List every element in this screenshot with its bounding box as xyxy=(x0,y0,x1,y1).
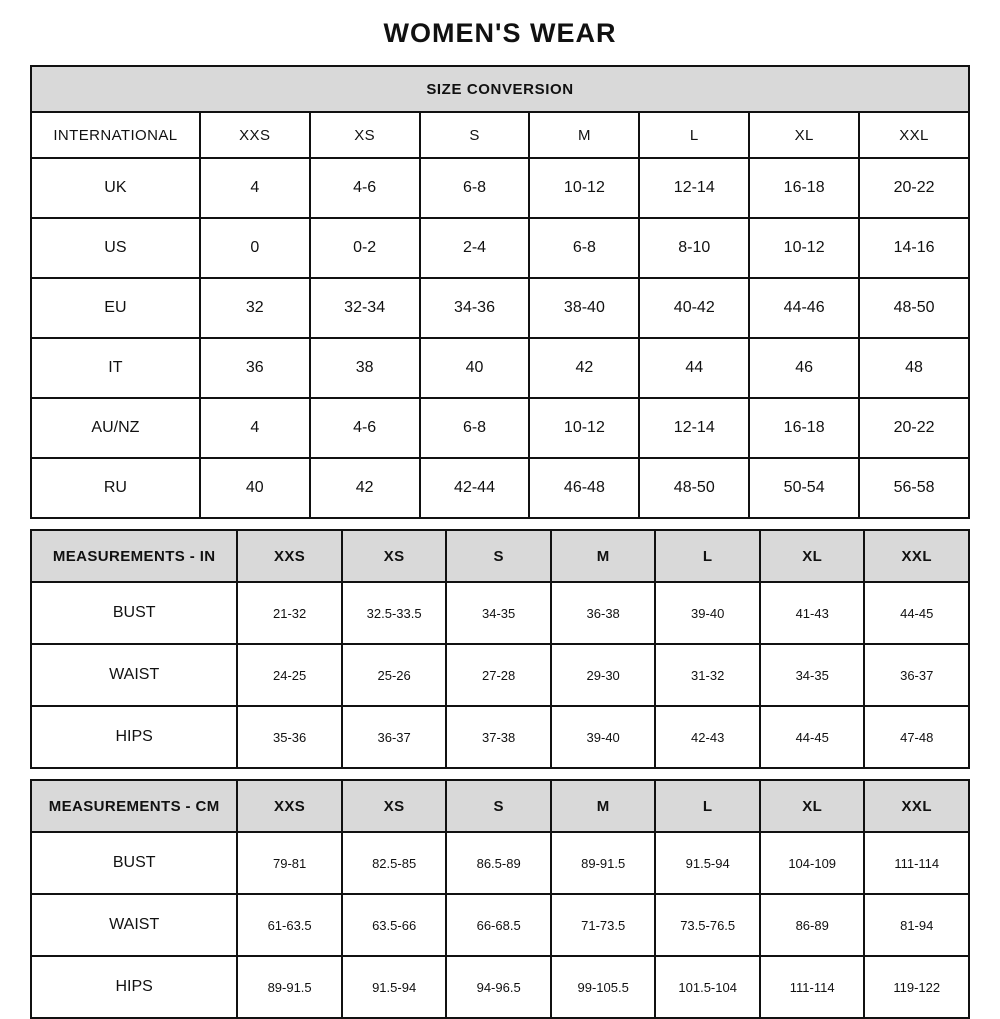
table-cell: 4-6 xyxy=(310,158,420,218)
column-header: S xyxy=(446,780,551,832)
table-cell: 4 xyxy=(200,158,310,218)
table-cell: 27-28 xyxy=(446,644,551,706)
table-cell: 35-36 xyxy=(237,706,342,768)
table-cell: 0 xyxy=(200,218,310,278)
table-cell: 10-12 xyxy=(529,398,639,458)
table-cell: 82.5-85 xyxy=(342,832,447,894)
table-cell: 38-40 xyxy=(529,278,639,338)
row-label: IT xyxy=(31,338,200,398)
table-cell: 32 xyxy=(200,278,310,338)
row-label: HIPS xyxy=(31,706,237,768)
table-cell: 0-2 xyxy=(310,218,420,278)
table-header-row xyxy=(31,530,969,582)
table-cell: 29-30 xyxy=(551,644,656,706)
page-title: WOMEN'S WEAR xyxy=(383,18,617,48)
column-header: XS xyxy=(310,112,420,158)
table-cell: 48-50 xyxy=(859,278,969,338)
row-label: RU xyxy=(31,458,200,518)
table-cell: 21-32 xyxy=(237,582,342,644)
table-cell: 36-38 xyxy=(551,582,656,644)
table-cell: 46 xyxy=(749,338,859,398)
table-cell: 42-44 xyxy=(420,458,530,518)
table-cell: 56-58 xyxy=(859,458,969,518)
table-cell: 36-37 xyxy=(864,644,969,706)
table-row xyxy=(31,582,969,644)
table-cell: 6-8 xyxy=(529,218,639,278)
measurements-cm-title: MEASUREMENTS - CM xyxy=(31,780,237,832)
table-cell: 4-6 xyxy=(310,398,420,458)
table-cell: 44-46 xyxy=(749,278,859,338)
table-row xyxy=(31,158,969,218)
column-header: XXS xyxy=(237,530,342,582)
table-row xyxy=(31,832,969,894)
column-header: S xyxy=(420,112,530,158)
table-cell: 79-81 xyxy=(237,832,342,894)
table-row xyxy=(31,706,969,768)
size-conversion-table xyxy=(30,65,970,519)
column-header: XXL xyxy=(859,112,969,158)
table-row xyxy=(31,278,969,338)
table-cell: 2-4 xyxy=(420,218,530,278)
table-cell: 111-114 xyxy=(760,956,865,1018)
table-cell: 39-40 xyxy=(551,706,656,768)
column-header: XS xyxy=(342,530,447,582)
table-cell: 4 xyxy=(200,398,310,458)
table-cell: 16-18 xyxy=(749,398,859,458)
table-cell: 12-14 xyxy=(639,398,749,458)
table-cell: 44-45 xyxy=(760,706,865,768)
table-cell: 104-109 xyxy=(760,832,865,894)
table-row xyxy=(31,338,969,398)
row-label: WAIST xyxy=(31,894,237,956)
column-header: L xyxy=(655,780,760,832)
table-row xyxy=(31,398,969,458)
table-cell: 46-48 xyxy=(529,458,639,518)
table-cell: 16-18 xyxy=(749,158,859,218)
table-row xyxy=(31,894,969,956)
table-cell: 38 xyxy=(310,338,420,398)
table-cell: 32.5-33.5 xyxy=(342,582,447,644)
column-header: XXL xyxy=(864,780,969,832)
table-row xyxy=(31,458,969,518)
column-header: XL xyxy=(760,780,865,832)
table-cell: 40 xyxy=(420,338,530,398)
table-cell: 91.5-94 xyxy=(342,956,447,1018)
table-caption-row xyxy=(31,66,969,112)
column-header: L xyxy=(655,530,760,582)
measurements-in-table xyxy=(30,529,970,769)
table-cell: 91.5-94 xyxy=(655,832,760,894)
column-header: S xyxy=(446,530,551,582)
table-row xyxy=(31,644,969,706)
column-header: M xyxy=(551,780,656,832)
table-cell: 8-10 xyxy=(639,218,749,278)
table-cell: 73.5-76.5 xyxy=(655,894,760,956)
table-cell: 42 xyxy=(529,338,639,398)
table-cell: 20-22 xyxy=(859,398,969,458)
table-cell: 81-94 xyxy=(864,894,969,956)
table-row xyxy=(31,218,969,278)
table-cell: 61-63.5 xyxy=(237,894,342,956)
row-label: WAIST xyxy=(31,644,237,706)
table-cell: 40-42 xyxy=(639,278,749,338)
column-header: L xyxy=(639,112,749,158)
row-label: EU xyxy=(31,278,200,338)
table-cell: 37-38 xyxy=(446,706,551,768)
table-cell: 36-37 xyxy=(342,706,447,768)
table-cell: 10-12 xyxy=(749,218,859,278)
table-cell: 99-105.5 xyxy=(551,956,656,1018)
table-row xyxy=(31,956,969,1018)
table-cell: 12-14 xyxy=(639,158,749,218)
table-cell: 50-54 xyxy=(749,458,859,518)
table-cell: 14-16 xyxy=(859,218,969,278)
table-cell: 25-26 xyxy=(342,644,447,706)
measurements-cm-table xyxy=(30,779,970,1019)
table-cell: 32-34 xyxy=(310,278,420,338)
table-cell: 34-35 xyxy=(446,582,551,644)
table-cell: 36 xyxy=(200,338,310,398)
size-conversion-title: SIZE CONVERSION xyxy=(31,66,969,112)
table-cell: 34-35 xyxy=(760,644,865,706)
table-cell: 31-32 xyxy=(655,644,760,706)
table-cell: 48-50 xyxy=(639,458,749,518)
table-cell: 20-22 xyxy=(859,158,969,218)
table-cell: 6-8 xyxy=(420,158,530,218)
table-cell: 39-40 xyxy=(655,582,760,644)
table-cell: 41-43 xyxy=(760,582,865,644)
column-header: XL xyxy=(749,112,859,158)
table-cell: 89-91.5 xyxy=(237,956,342,1018)
row-label: BUST xyxy=(31,832,237,894)
row-label: HIPS xyxy=(31,956,237,1018)
row-label: US xyxy=(31,218,200,278)
table-cell: 86-89 xyxy=(760,894,865,956)
column-header: M xyxy=(551,530,656,582)
column-header: XXS xyxy=(237,780,342,832)
table-cell: 119-122 xyxy=(864,956,969,1018)
table-cell: 42-43 xyxy=(655,706,760,768)
table-cell: 42 xyxy=(310,458,420,518)
table-cell: 86.5-89 xyxy=(446,832,551,894)
column-header: XXS xyxy=(200,112,310,158)
column-header: XS xyxy=(342,780,447,832)
table-cell: 34-36 xyxy=(420,278,530,338)
column-header: XXL xyxy=(864,530,969,582)
table-cell: 44-45 xyxy=(864,582,969,644)
table-cell: 94-96.5 xyxy=(446,956,551,1018)
table-header-row xyxy=(31,780,969,832)
row-label: AU/NZ xyxy=(31,398,200,458)
table-cell: 111-114 xyxy=(864,832,969,894)
column-header: INTERNATIONAL xyxy=(31,112,200,158)
table-cell: 47-48 xyxy=(864,706,969,768)
table-header-row xyxy=(31,112,969,158)
row-label: UK xyxy=(31,158,200,218)
table-cell: 63.5-66 xyxy=(342,894,447,956)
column-header: M xyxy=(529,112,639,158)
table-cell: 71-73.5 xyxy=(551,894,656,956)
table-cell: 89-91.5 xyxy=(551,832,656,894)
column-header: XL xyxy=(760,530,865,582)
table-cell: 101.5-104 xyxy=(655,956,760,1018)
table-cell: 24-25 xyxy=(237,644,342,706)
table-cell: 10-12 xyxy=(529,158,639,218)
table-cell: 40 xyxy=(200,458,310,518)
row-label: BUST xyxy=(31,582,237,644)
measurements-in-title: MEASUREMENTS - IN xyxy=(31,530,237,582)
table-cell: 48 xyxy=(859,338,969,398)
table-cell: 44 xyxy=(639,338,749,398)
table-cell: 66-68.5 xyxy=(446,894,551,956)
table-cell: 6-8 xyxy=(420,398,530,458)
